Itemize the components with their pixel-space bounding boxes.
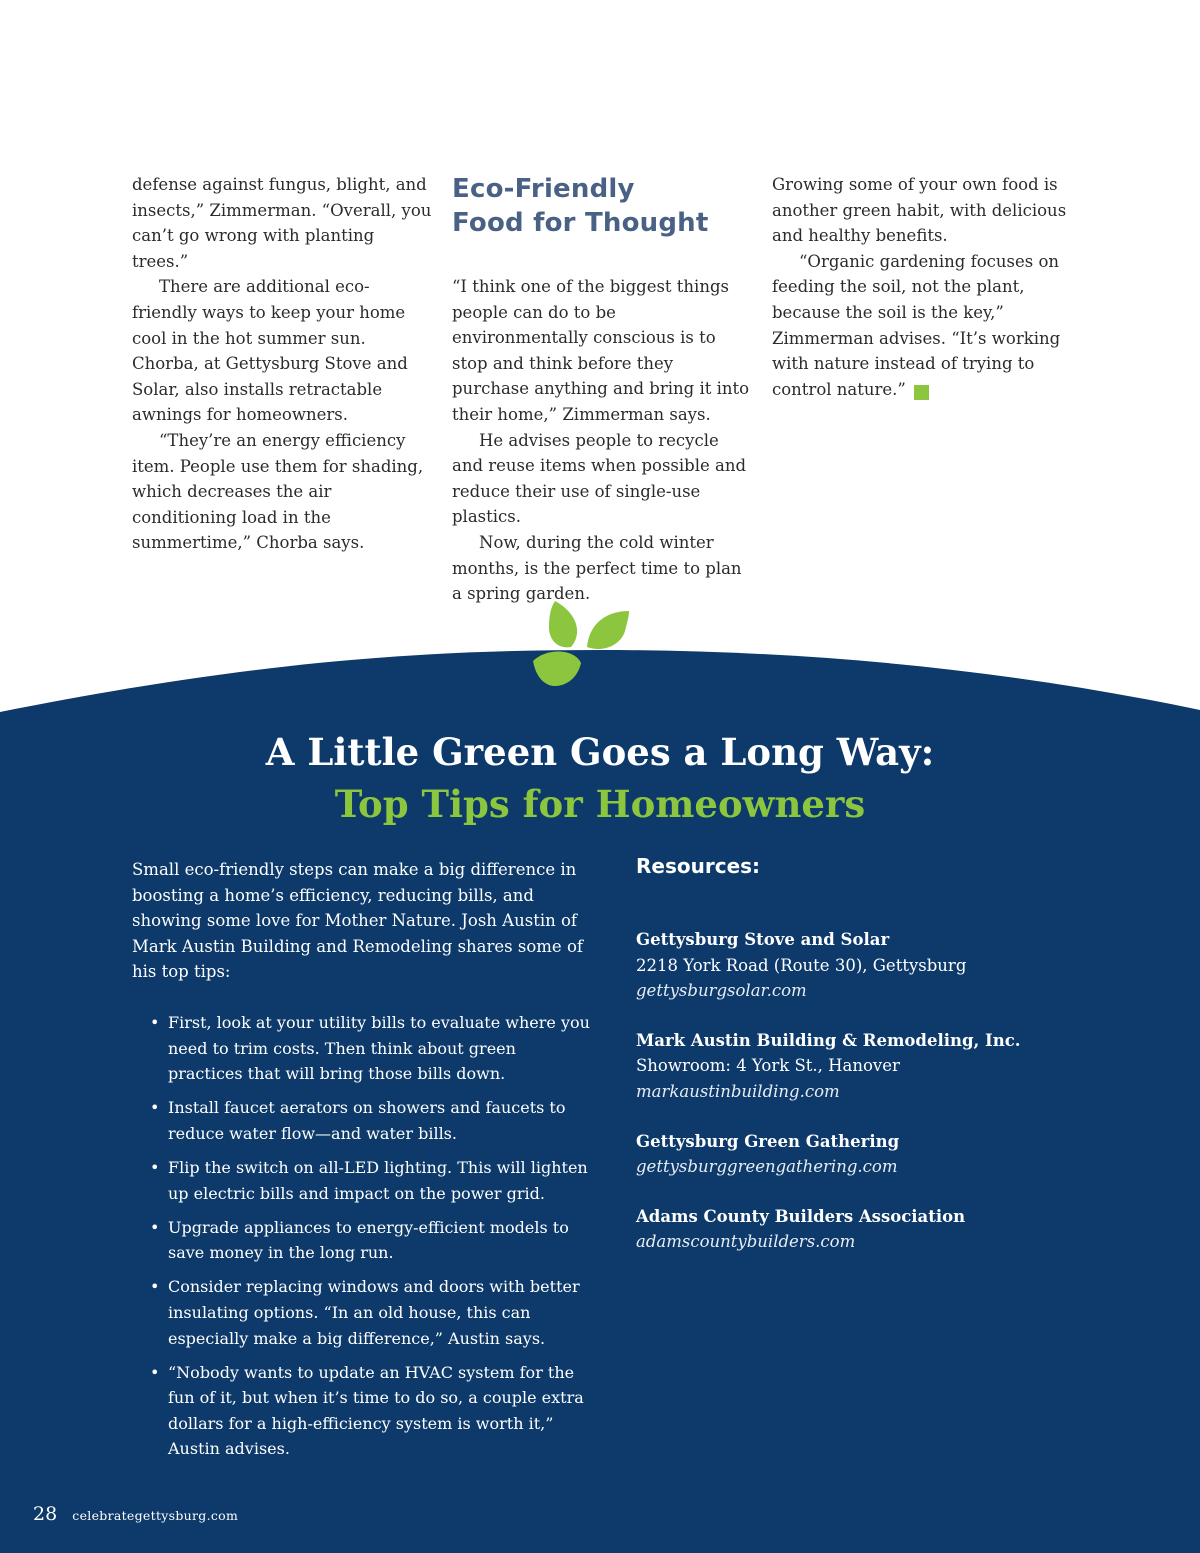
sidebar-intro: Small eco-friendly steps can make a big difference in boosting a home’s efficiency, reducing bills, and showing some love for Mother Nature. Josh Austin of Mark Austin Building and Remodeling shares some of his top tips:: [132, 860, 583, 982]
resource-entry: [636, 1129, 1056, 1180]
resource-entry: [636, 927, 1056, 1004]
paragraph: He advises people to recycle and reuse items when possible and reduce their use of single-use plastics.: [452, 430, 747, 527]
resource-entry: [636, 1204, 1056, 1255]
tips-list: [150, 1010, 590, 1471]
paragraph-text: “Organic gardening focuses on feeding the soil, not the plant, because the soil is the key,” Zimmerman advises. “It’s working with nature instead of trying to control nature.”: [772, 251, 1061, 399]
resources-panel: [636, 852, 1056, 1279]
resources-heading: Resources:: [636, 854, 761, 878]
article-column-2: [452, 172, 752, 607]
article-column-3: [772, 172, 1072, 402]
page-number: 28: [33, 1503, 58, 1525]
resource-entry: [636, 1028, 1056, 1105]
paragraph: “I think one of the biggest things people can do to be environmentally conscious is to stop and think before they purchase anything and bring it into their home,” Zimmerman says.: [452, 277, 750, 424]
list-item: • First, look at your utility bills to evaluate where you need to trim costs. Then think about green practices that will bring those bills down.: [150, 1010, 590, 1087]
resource-link[interactable]: gettysburggreengathering.com: [636, 1157, 898, 1177]
end-mark-icon: G: [914, 385, 929, 400]
list-item: • “Nobody wants to update an HVAC system for the fun of it, but when it’s time to do so, a couple extra dollars for a high-efficiency system is worth it,” Austin advises.: [150, 1360, 590, 1462]
list-item: • Flip the switch on all-LED lighting. This will lighten up electric bills and impact on the power grid.: [150, 1155, 590, 1206]
footer-site[interactable]: celebrategettysburg.com: [72, 1508, 239, 1523]
list-item: • Consider replacing windows and doors with better insulating options. “In an old house, this can especially make a big difference,” Austin says.: [150, 1274, 590, 1351]
resource-link[interactable]: markaustinbuilding.com: [636, 1081, 840, 1101]
paragraph: defense against fungus, blight, and insects,” Zimmerman. “Overall, you can’t go wrong with planting trees.”: [132, 175, 432, 271]
paragraph-final: [772, 249, 1072, 403]
section-heading-line-1: Eco-Friendly: [452, 174, 635, 204]
resource-name: Mark Austin Building & Remodeling, Inc.: [636, 1030, 1021, 1050]
section-heading-line-2: Food for Thought: [452, 208, 709, 238]
leaves-icon: [525, 597, 635, 693]
list-item: • Install faucet aerators on showers and faucets to reduce water flow—and water bills.: [150, 1095, 590, 1146]
resource-name: Adams County Builders Association: [636, 1206, 966, 1226]
leaf-left: [549, 601, 577, 647]
paragraph: Now, during the cold winter months, is the perfect time to plan a spring garden.: [452, 532, 742, 604]
resource-link[interactable]: adamscountybuilders.com: [636, 1232, 856, 1252]
list-item: • Upgrade appliances to energy-efficient models to save money in the long run.: [150, 1215, 590, 1266]
article-column-1: [132, 172, 432, 556]
resource-name: Gettysburg Stove and Solar: [636, 930, 890, 949]
page-footer: [33, 1503, 238, 1525]
sidebar-title: A Little Green Goes a Long Way:: [265, 730, 935, 774]
section-heading: [452, 172, 752, 240]
paragraph: Growing some of your own food is another green habit, with delicious and healthy benefits.: [772, 175, 1067, 246]
resource-name: Gettysburg Green Gathering: [636, 1131, 900, 1151]
leaf-bottom: [533, 651, 581, 686]
resource-address: Showroom: 4 York St., Hanover: [636, 1056, 900, 1076]
paragraph: “They’re an energy efficiency item. People use them for shading, which decreases the air conditioning load in the summertime,” Chorba says.: [132, 430, 424, 553]
paragraph: There are additional eco-friendly ways to keep your home cool in the hot summer sun. Chorba, at Gettysburg Stove and Solar, also installs retractable awnings for homeowners.: [132, 277, 408, 425]
resource-address: 2218 York Road (Route 30), Gettysburg: [636, 955, 967, 975]
sidebar-subtitle: Top Tips for Homeowners: [334, 782, 866, 826]
resource-link[interactable]: gettysburgsolar.com: [636, 981, 807, 1001]
leaf-right: [587, 611, 629, 649]
